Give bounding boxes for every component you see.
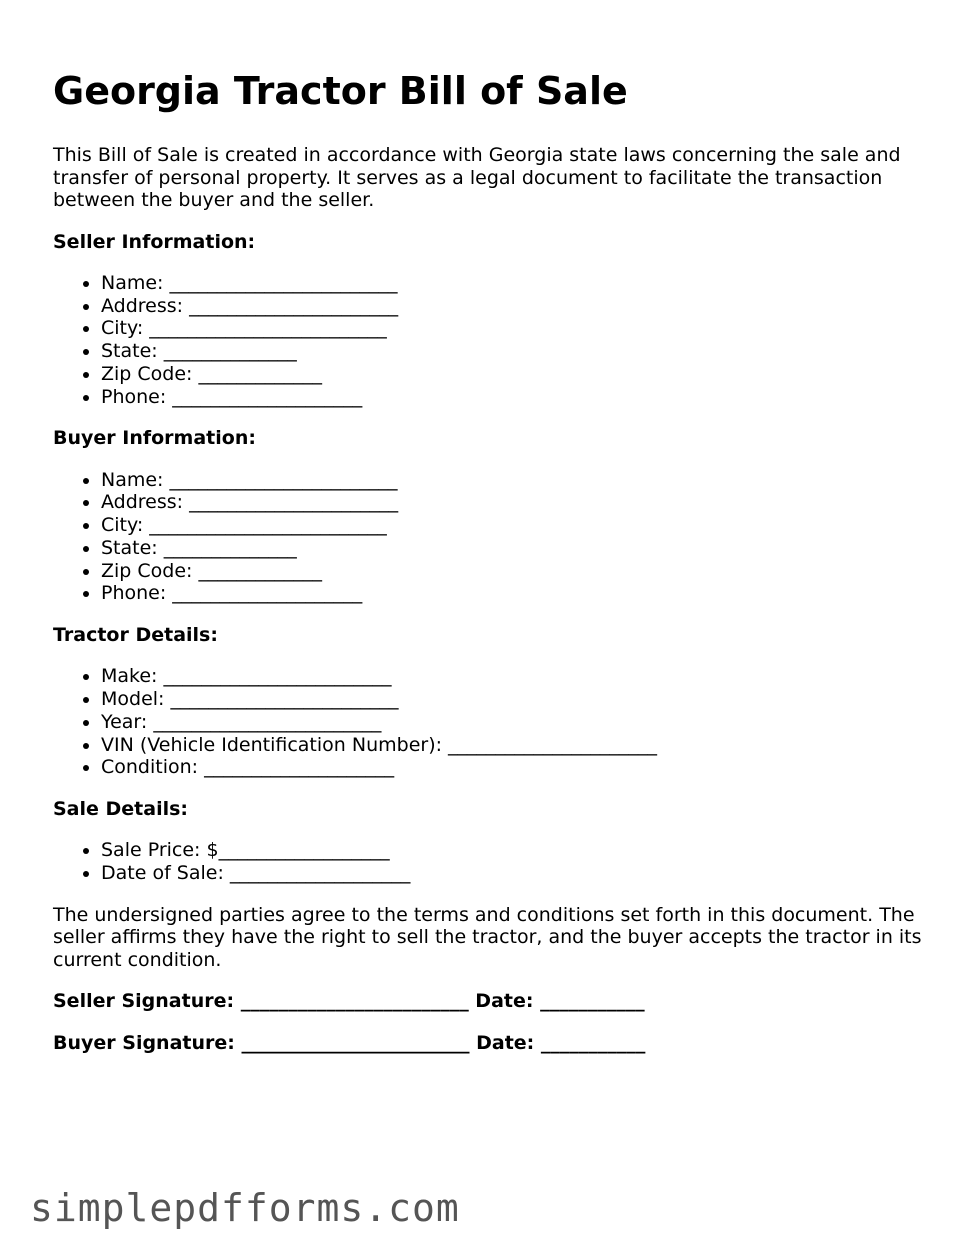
buyer-zip-field: • Zip Code: _____________ <box>101 560 933 583</box>
buyer-address-field: • Address: ______________________ <box>101 491 933 514</box>
footer-watermark: simplepdfforms.com <box>30 1186 460 1230</box>
document-page <box>53 66 933 1054</box>
intro-paragraph: This Bill of Sale is created in accordance with Georgia state laws concerning the sale and transfer of personal property. It serves as a legal document to facilitate the transaction between the buyer and the seller. <box>53 144 901 211</box>
seller-signature-line: Seller Signature: ________________________ Date: ___________ <box>53 990 645 1013</box>
tractor-vin-field: • VIN (Vehicle Identification Number): ______________________ <box>101 734 933 757</box>
seller-zip-field: • Zip Code: _____________ <box>101 363 933 386</box>
tractor-fields-list <box>53 665 933 779</box>
seller-phone-field: • Phone: ____________________ <box>101 386 933 409</box>
buyer-name-field: • Name: ________________________ <box>101 469 933 492</box>
seller-city-field: • City: _________________________ <box>101 317 933 340</box>
tractor-condition-field: • Condition: ____________________ <box>101 756 933 779</box>
seller-address-field: • Address: ______________________ <box>101 295 933 318</box>
document-title: Georgia Tractor Bill of Sale <box>53 69 628 113</box>
tractor-model-field: • Model: ________________________ <box>101 688 933 711</box>
buyer-signature-line: Buyer Signature: ________________________ Date: ___________ <box>53 1031 646 1054</box>
buyer-section-heading: Buyer Information: <box>53 427 256 450</box>
buyer-city-field: • City: _________________________ <box>101 514 933 537</box>
tractor-section-heading: Tractor Details: <box>53 623 218 646</box>
buyer-state-field: • State: ______________ <box>101 537 933 560</box>
seller-section-heading: Seller Information: <box>53 230 256 253</box>
sale-price-field: • Sale Price: $__________________ <box>101 839 933 862</box>
seller-state-field: • State: ______________ <box>101 340 933 363</box>
buyer-phone-field: • Phone: ____________________ <box>101 582 933 605</box>
seller-name-field: • Name: ________________________ <box>101 272 933 295</box>
tractor-make-field: • Make: ________________________ <box>101 665 933 688</box>
sale-section-heading: Sale Details: <box>53 797 189 820</box>
tractor-year-field: • Year: ________________________ <box>101 711 933 734</box>
seller-fields-list <box>53 272 933 408</box>
sale-fields-list <box>53 839 933 884</box>
buyer-fields-list <box>53 469 933 605</box>
closing-paragraph: The undersigned parties agree to the terms and conditions set forth in this document. The seller affirms they have the right to sell the tractor, and the buyer accepts the tractor in its current condition. <box>53 903 922 971</box>
sale-date-field: • Date of Sale: ___________________ <box>101 862 933 885</box>
